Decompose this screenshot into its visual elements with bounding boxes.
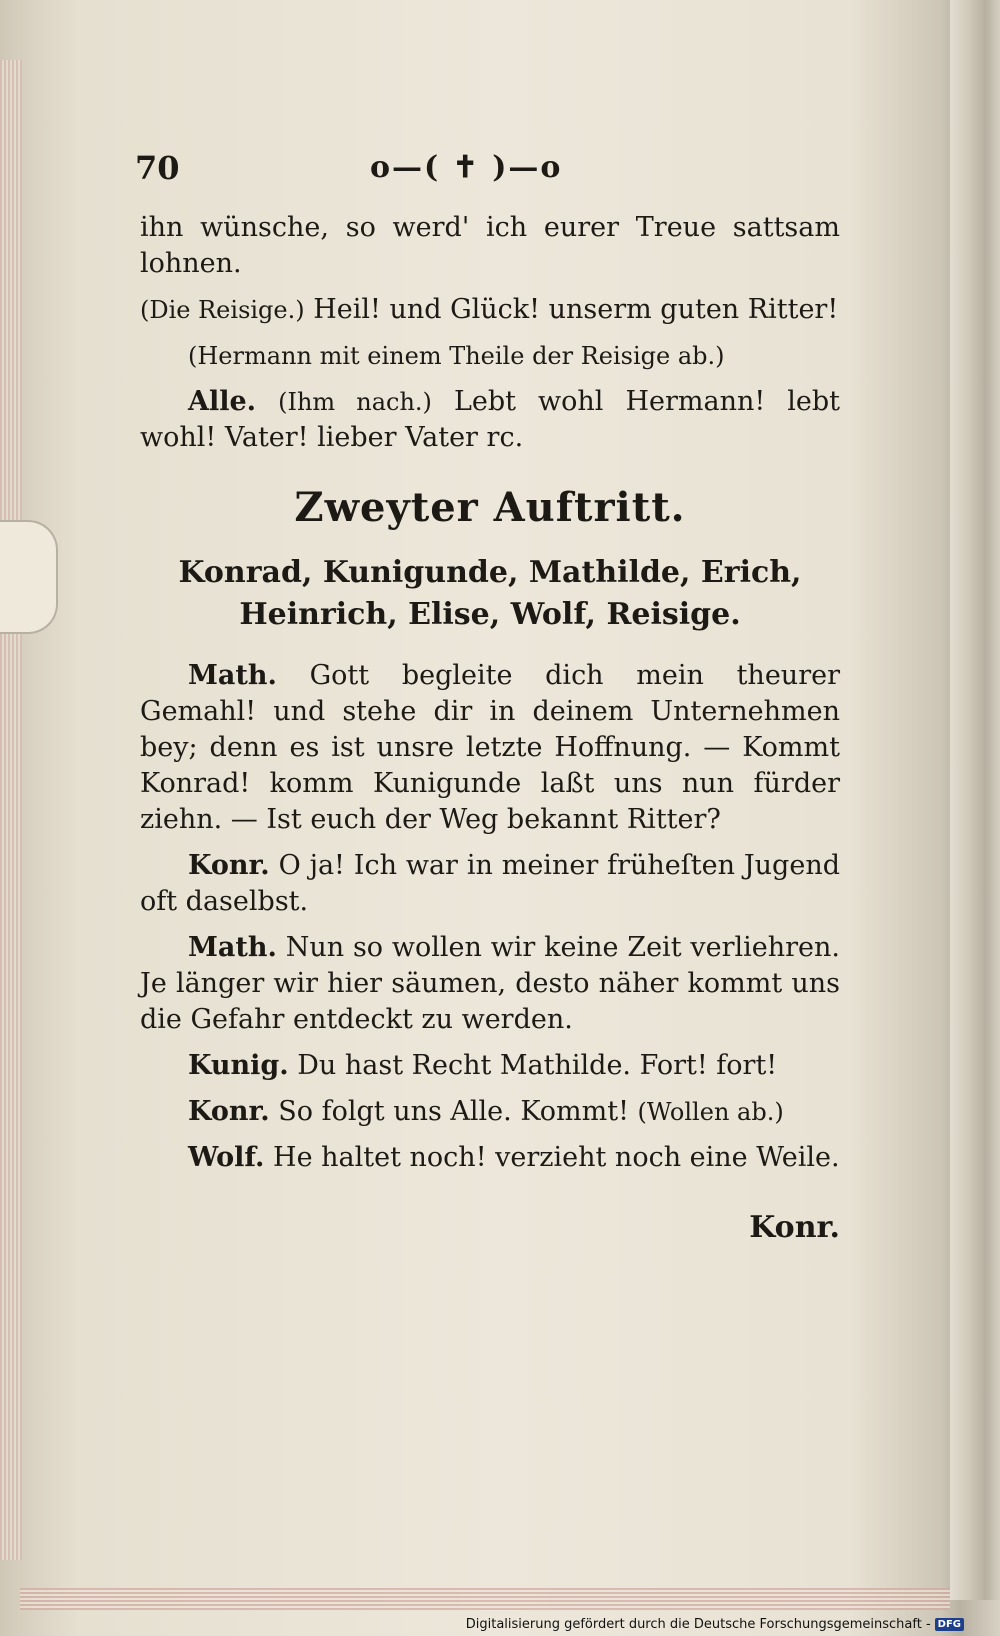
page-header: [135, 149, 840, 210]
speaker-name: Math.: [188, 660, 277, 691]
page-edge-right: [950, 0, 1000, 1600]
dfg-logo-icon: DFG: [935, 1618, 964, 1631]
stage-direction: [140, 338, 840, 374]
digitization-footer: [466, 1617, 964, 1632]
paragraph-text: Heil! und Glück! unserm guten Ritter!: [313, 294, 839, 325]
paragraph-text: So folgt uns Alle. Kommt!: [278, 1096, 629, 1127]
footer-credit: Digitalisierung gefördert durch die Deutsche Forschungsgemeinschaft -: [465, 1617, 931, 1632]
paragraph: [140, 1048, 840, 1084]
stage-direction: (Ihm nach.): [278, 388, 432, 416]
stage-direction: (Wollen ab.): [637, 1098, 784, 1126]
paragraph: [140, 848, 840, 920]
paragraph-text: Lebt wohl Hermann! lebt wohl! Vater! lieber Vater rc.: [140, 386, 841, 453]
speaker-name: Konr.: [188, 850, 270, 881]
header-ornament: o—( ✝ )—o: [370, 150, 563, 185]
paragraph: [140, 658, 840, 838]
paragraph: [140, 930, 840, 1038]
speaker-name: Math.: [188, 932, 277, 963]
paragraph-text: Du hast Recht Mathilde. Fort! fort!: [297, 1050, 778, 1081]
page-edge-left: [0, 60, 22, 1560]
paragraph-text: Gott begleite dich mein theurer Gemahl! und stehe dir in deinem Unternehmen bey; denn es ist unsre letzte Hoffnung. — Kommt Konrad! komm Kunigunde laßt uns nun fürder ziehn. — Ist euch der Weg bekannt Ritter?: [140, 660, 840, 835]
paragraph-text: ihn wünsche, so werd' ich eurer Treue sattsam lohnen.: [140, 212, 840, 279]
stage-direction-text: (Hermann mit einem Theile der Reisige ab.): [188, 342, 725, 370]
stage-direction: (Die Reisige.): [140, 296, 305, 324]
speaker-name: Konr.: [188, 1096, 270, 1127]
paragraph: [140, 384, 840, 456]
page-number: 70: [135, 149, 180, 187]
catchword: Konr.: [749, 1210, 840, 1245]
paragraph: [140, 292, 840, 328]
scene-title: Zweyter Auftritt.: [294, 484, 686, 531]
paragraph: [140, 1140, 840, 1176]
speaker-name: Wolf.: [188, 1142, 265, 1173]
page-edge-bottom: [20, 1588, 950, 1610]
paragraph-text: Nun so wollen wir keine Zeit verliehren. Je länger wir hier säumen, desto näher kommt uns die Gefahr entdeckt zu werden.: [140, 932, 840, 1035]
paragraph-text: He haltet noch! verzieht noch eine Weile.: [273, 1142, 840, 1173]
paragraph: [140, 1094, 840, 1130]
speaker-name: Kunig.: [188, 1050, 289, 1081]
persons-list: Konrad, Kunigunde, Mathilde, Erich, Heinrich, Elise, Wolf, Reisige.: [178, 555, 802, 632]
bookmark-tab: [0, 520, 58, 634]
speaker-name: Alle.: [188, 386, 257, 417]
paragraph-text: O ja! Ich war in meiner früheſten Jugend oft daselbst.: [140, 850, 840, 917]
book-page: [135, 149, 841, 1246]
paragraph: [140, 210, 840, 282]
